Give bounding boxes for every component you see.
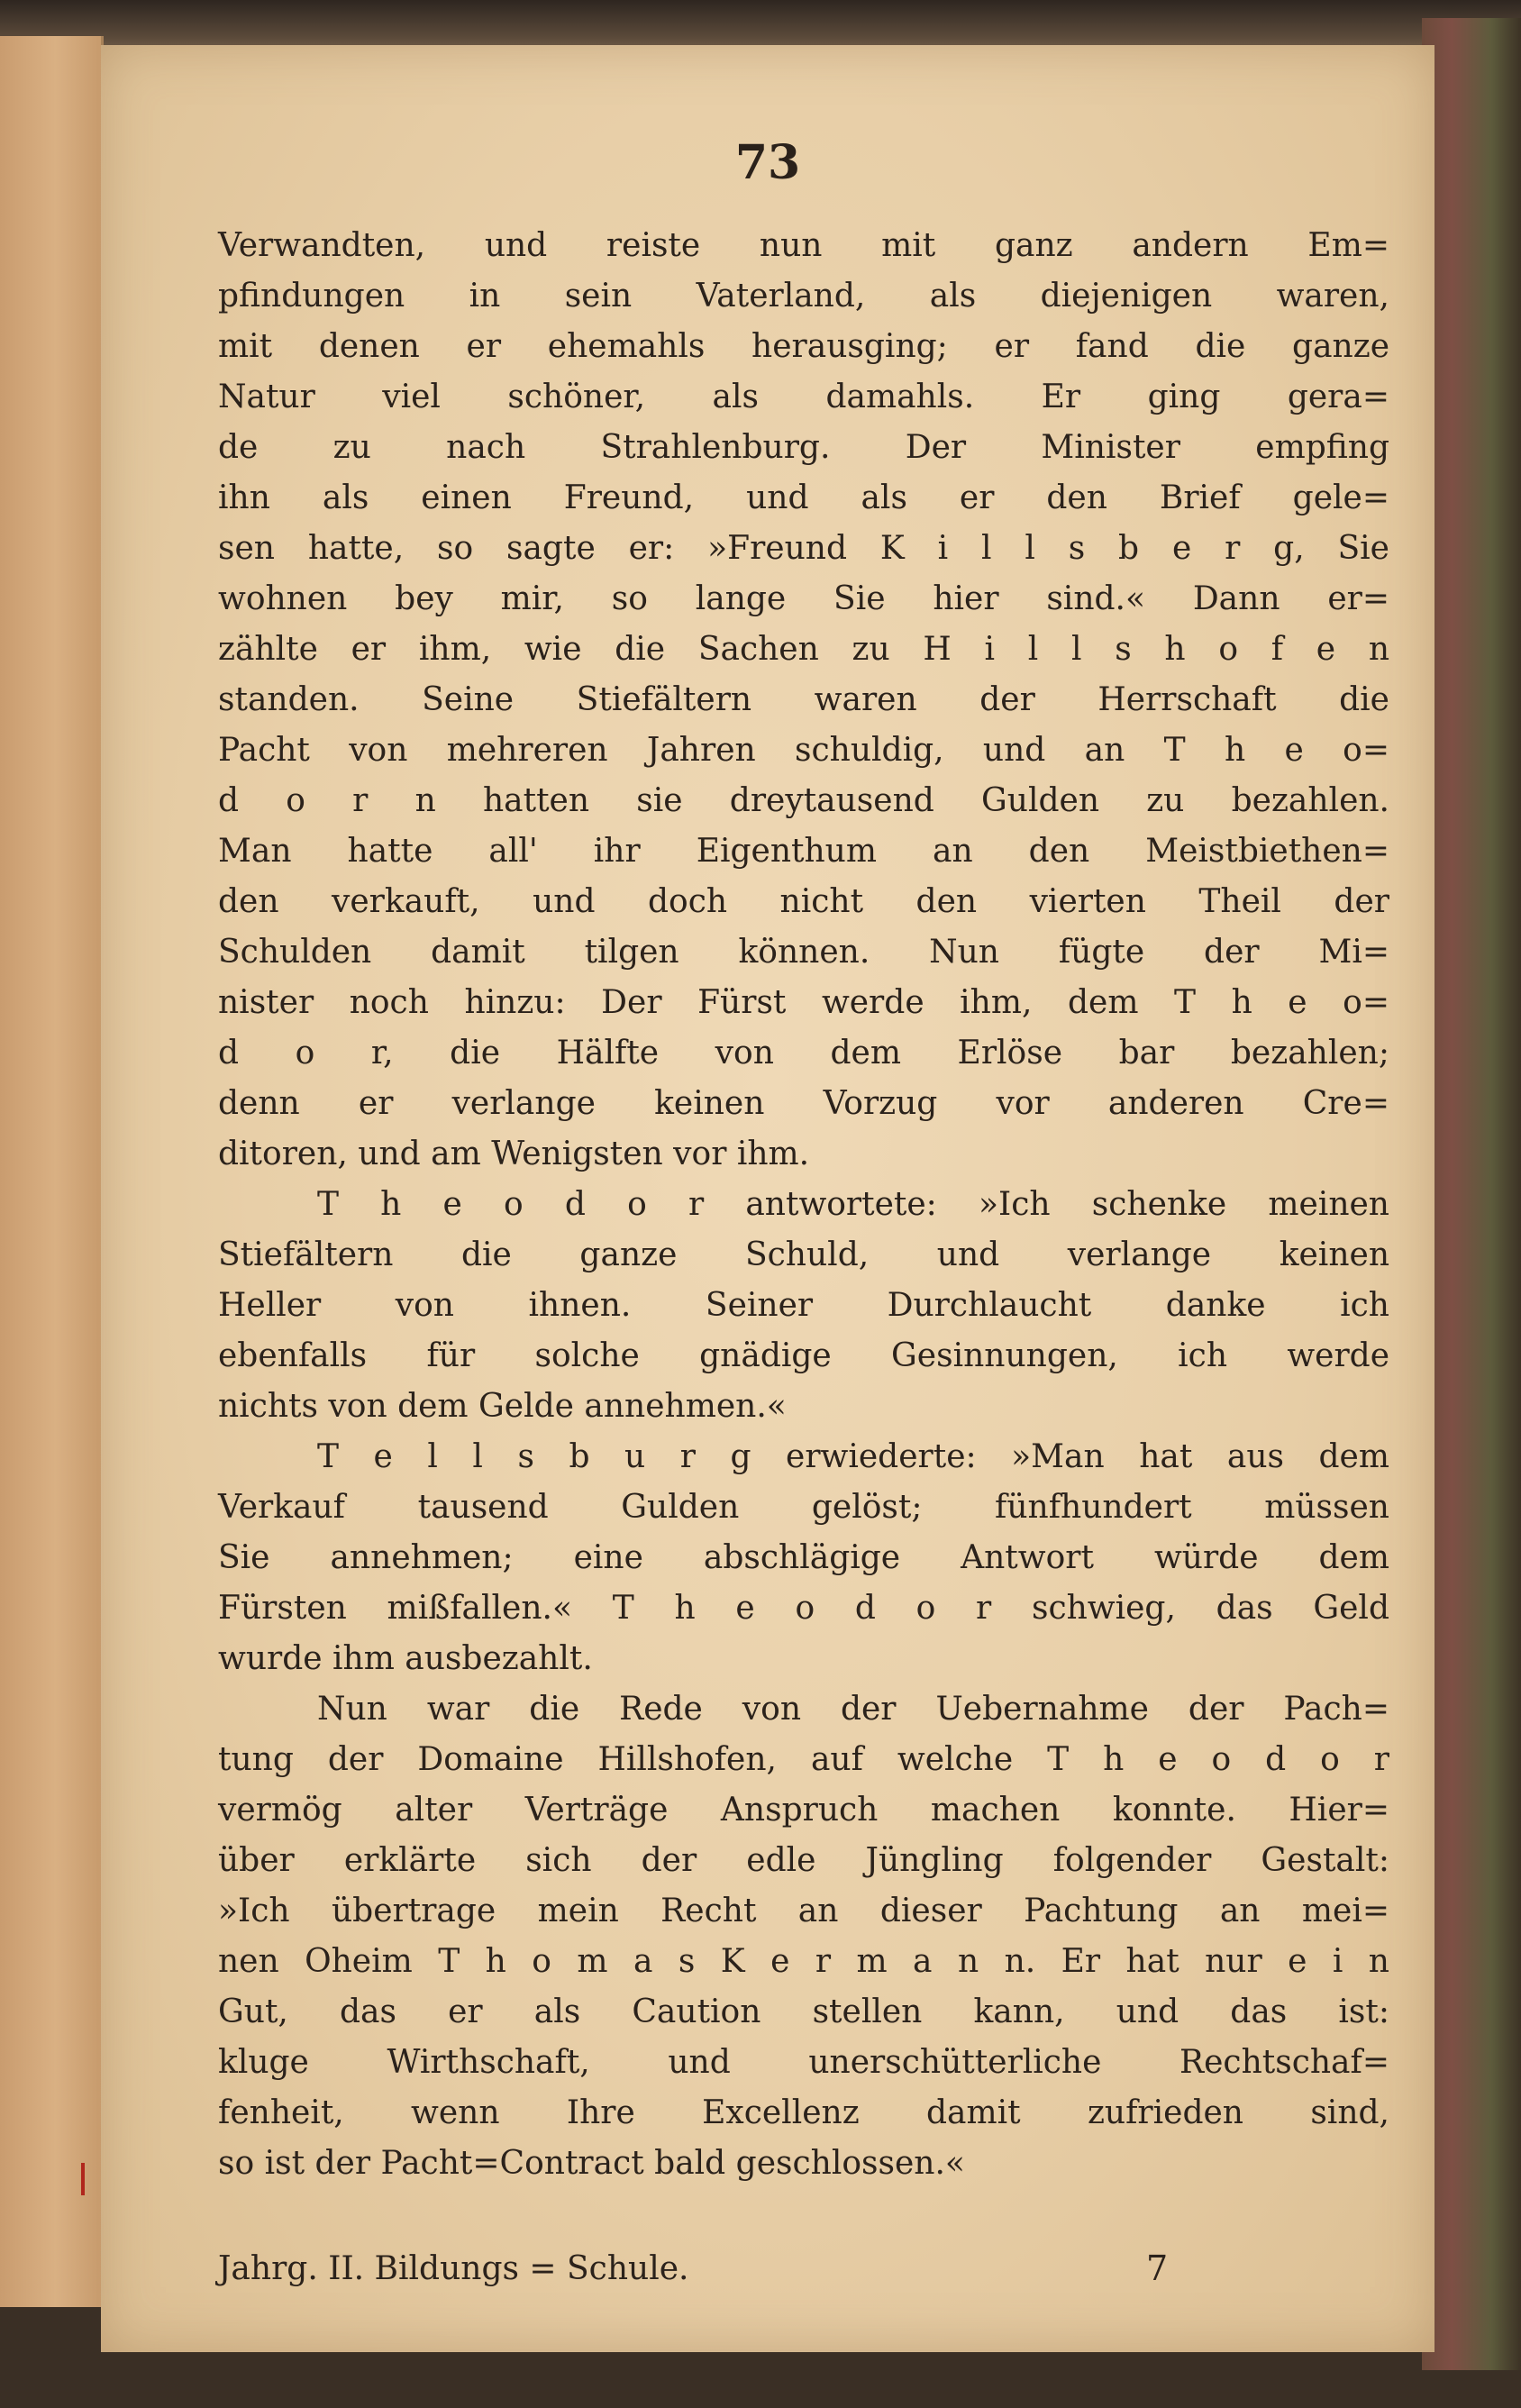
- text-line: d o r, die Hälfte von dem Erlöse bar bezahlen;: [218, 1035, 1389, 1072]
- book-page: [101, 45, 1434, 2352]
- footer-signature-line: Jahrg. II. Bildungs = Schule.: [218, 2250, 689, 2287]
- text-line: kluge Wirthschaft, und unerschütterliche Rechtschaf=: [218, 2044, 1389, 2081]
- text-line: T e l l s b u r g erwiederte: »Man hat aus dem: [317, 1438, 1389, 1475]
- text-line: de zu nach Strahlenburg. Der Minister empfing: [218, 429, 1389, 466]
- text-line: so ist der Pacht=Contract bald geschlossen.«: [218, 2145, 965, 2182]
- text-line: pfindungen in sein Vaterland, als diejenigen waren,: [218, 278, 1389, 315]
- page-text: [218, 221, 1389, 2189]
- text-line: über erklärte sich der edle Jüngling folgender Gestalt:: [218, 1842, 1389, 1879]
- text-line: Schulden damit tilgen können. Nun fügte der Mi=: [218, 934, 1389, 971]
- text-line: wurde ihm ausbezahlt.: [218, 1640, 593, 1677]
- text-line: Verkauf tausend Gulden gelöst; fünfhundert müssen: [218, 1489, 1389, 1526]
- text-line: Pacht von mehreren Jahren schuldig, und an T h e o=: [218, 732, 1389, 769]
- text-line: ihn als einen Freund, und als er den Brief gele=: [218, 479, 1389, 516]
- text-line: T h e o d o r antwortete: »Ich schenke meinen: [317, 1186, 1389, 1223]
- text-line: zählte er ihm, wie die Sachen zu H i l l s h o f e n: [218, 631, 1389, 668]
- text-line: Verwandten, und reiste nun mit ganz andern Em=: [218, 227, 1389, 264]
- text-line: sen hatte, so sagte er: »Freund K i l l s b e r g, Sie: [218, 530, 1389, 567]
- signature-mark: 7: [1146, 2248, 1169, 2288]
- text-line: nen Oheim T h o m a s K e r m a n n. Er hat nur e i n: [218, 1943, 1389, 1980]
- red-ink-mark: [81, 2163, 85, 2195]
- page-number: 73: [734, 135, 801, 190]
- text-line: mit denen er ehemahls herausging; er fand die ganze: [218, 328, 1389, 365]
- text-line: ebenfalls für solche gnädige Gesinnungen, ich werde: [218, 1337, 1389, 1374]
- text-line: tung der Domaine Hillshofen, auf welche T h e o d o r: [218, 1741, 1389, 1778]
- text-line: Stiefältern die ganze Schuld, und verlange keinen: [218, 1236, 1389, 1273]
- text-line: Man hatte all' ihr Eigenthum an den Meistbiethen=: [218, 833, 1389, 870]
- text-line: d o r n hatten sie dreytausend Gulden zu bezahlen.: [218, 782, 1389, 819]
- text-line: Natur viel schöner, als damahls. Er ging gera=: [218, 379, 1389, 415]
- text-line: vermög alter Verträge Anspruch machen konnte. Hier=: [218, 1792, 1389, 1829]
- text-line: Fürsten mißfallen.« T h e o d o r schwieg, das Geld: [218, 1590, 1389, 1627]
- book-cover-edge: [1422, 18, 1521, 2370]
- text-line: Sie annehmen; eine abschlägige Antwort würde dem: [218, 1539, 1389, 1576]
- text-line: Heller von ihnen. Seiner Durchlaucht danke ich: [218, 1287, 1389, 1324]
- left-page-edge: [0, 36, 104, 2307]
- text-line: wohnen bey mir, so lange Sie hier sind.« Dann er=: [218, 580, 1389, 617]
- text-line: standen. Seine Stiefältern waren der Herrschaft die: [218, 681, 1389, 718]
- text-line: den verkauft, und doch nicht den vierten Theil der: [218, 883, 1389, 920]
- text-line: »Ich übertrage mein Recht an dieser Pachtung an mei=: [218, 1893, 1389, 1929]
- text-line: Gut, das er als Caution stellen kann, und das ist:: [218, 1993, 1389, 2030]
- text-line: nichts von dem Gelde annehmen.«: [218, 1388, 787, 1425]
- text-line: fenheit, wenn Ihre Excellenz damit zufrieden sind,: [218, 2094, 1389, 2131]
- text-line: Nun war die Rede von der Uebernahme der Pach=: [317, 1691, 1389, 1728]
- text-line: nister noch hinzu: Der Fürst werde ihm, dem T h e o=: [218, 984, 1389, 1021]
- text-line: denn er verlange keinen Vorzug vor anderen Cre=: [218, 1085, 1389, 1122]
- text-line: ditoren, und am Wenigsten vor ihm.: [218, 1136, 810, 1172]
